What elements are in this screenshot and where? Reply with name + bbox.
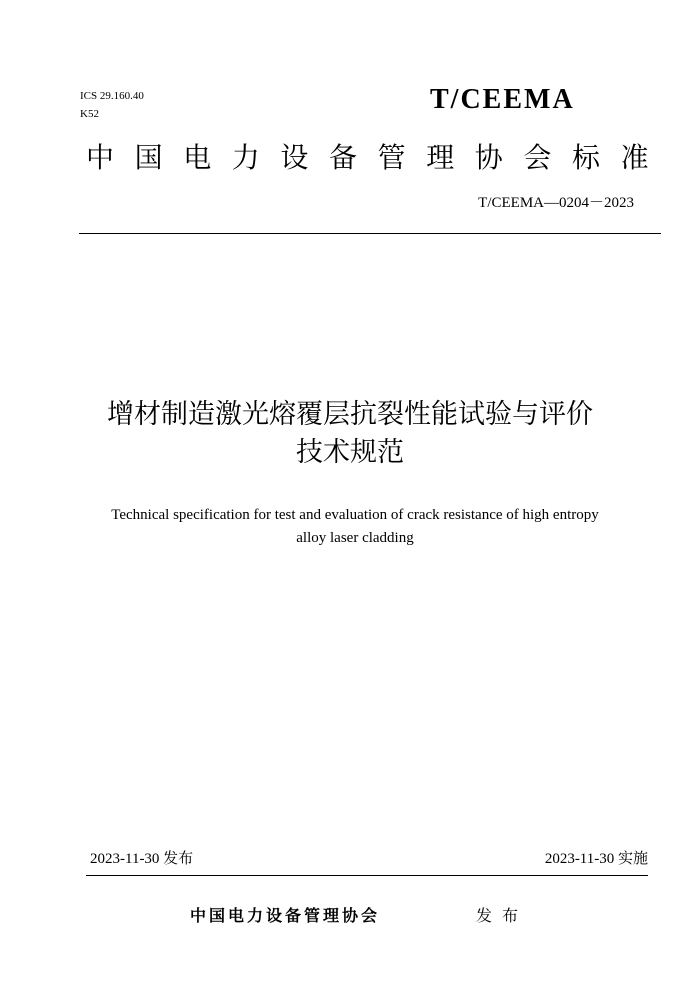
publish-date: 2023-11-30 发布 [90,851,194,867]
ics-code: ICS 29.160.40 [80,90,144,102]
title-cn-line-2: 技术规范 [296,437,404,468]
standard-number: T/CEEMA—0204－2023 [478,195,634,211]
title-en-line-1: Technical specification for test and evaluation of crack resistance of high entropy [111,507,599,523]
title-en-line-2: alloy laser cladding [296,530,414,546]
title-cn-line-1: 增材制造激光熔覆层抗裂性能试验与评价 [107,399,593,430]
classification-code: K52 [80,108,99,120]
organization-standard-title: 中国电力设备管理协会标准 [86,141,670,174]
document-title-cn [0,396,700,472]
bottom-divider [86,875,648,876]
implementation-date: 2023-11-30 实施 [544,851,648,867]
issue-label: 发布 [476,906,529,925]
standard-logo-text: T/CEEMA [430,84,575,115]
issuing-organization: 中国电力设备管理协会 [190,906,381,925]
top-divider [79,233,661,234]
document-title-en [60,504,650,550]
